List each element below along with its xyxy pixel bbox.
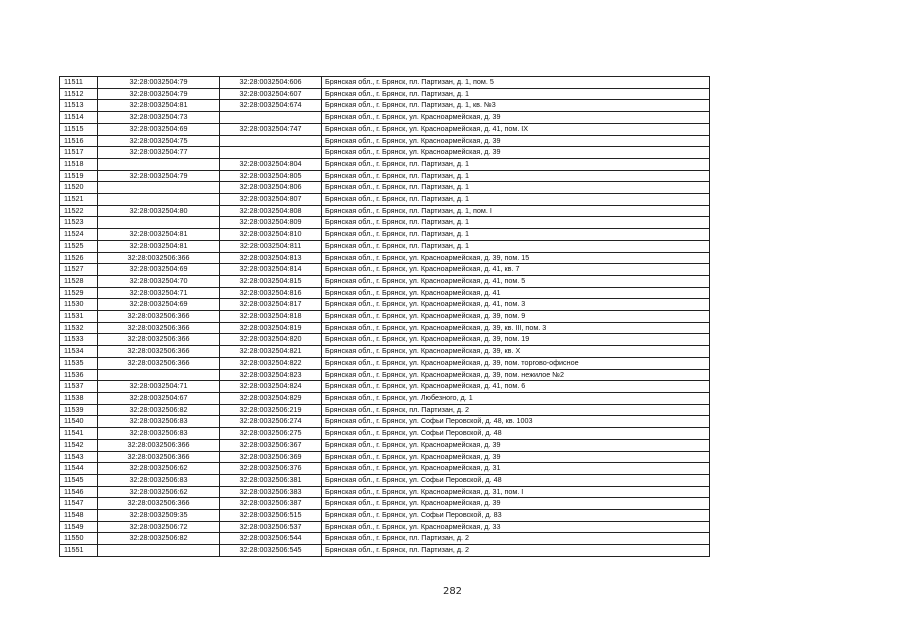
land-cadastral-number-cell: 32:28:0032506:366 [98,334,220,346]
row-number-cell: 11515 [60,123,98,135]
object-cadastral-number-cell: 32:28:0032504:813 [220,252,322,264]
address-cell: Брянская обл., г. Брянск, пл. Партизан, д. 1 [322,182,710,194]
table-row [60,275,710,287]
land-cadastral-number-cell: 32:28:0032506:366 [98,346,220,358]
table-row [60,240,710,252]
land-cadastral-number-cell: 32:28:0032504:81 [98,229,220,241]
row-number-cell: 11529 [60,287,98,299]
row-number-cell: 11539 [60,404,98,416]
land-cadastral-number-cell: 32:28:0032509:35 [98,510,220,522]
table-row [60,194,710,206]
object-cadastral-number-cell: 32:28:0032504:816 [220,287,322,299]
land-cadastral-number-cell: 32:28:0032504:69 [98,123,220,135]
address-cell: Брянская обл., г. Брянск, ул. Красноармейская, д. 31, пом. I [322,486,710,498]
land-cadastral-number-cell: 32:28:0032504:67 [98,392,220,404]
object-cadastral-number-cell: 32:28:0032504:806 [220,182,322,194]
address-cell: Брянская обл., г. Брянск, пл. Партизан, д. 1, пом. I [322,205,710,217]
address-cell: Брянская обл., г. Брянск, ул. Красноармейская, д. 41, кв. 7 [322,264,710,276]
address-cell: Брянская обл., г. Брянск, пл. Партизан, д. 1, пом. 5 [322,77,710,89]
row-number-cell: 11530 [60,299,98,311]
address-cell: Брянская обл., г. Брянск, ул. Красноармейская, д. 39 [322,135,710,147]
address-cell: Брянская обл., г. Брянск, ул. Софьи Перовской, д. 48, кв. 1003 [322,416,710,428]
address-cell: Брянская обл., г. Брянск, ул. Красноармейская, д. 39, пом. 19 [322,334,710,346]
table-row [60,264,710,276]
address-cell: Брянская обл., г. Брянск, ул. Красноармейская, д. 41, пом. 3 [322,299,710,311]
row-number-cell: 11546 [60,486,98,498]
object-cadastral-number-cell: 32:28:0032506:369 [220,451,322,463]
address-cell: Брянская обл., г. Брянск, пл. Партизан, д. 1 [322,194,710,206]
address-cell: Брянская обл., г. Брянск, ул. Красноармейская, д. 41, пом. 6 [322,381,710,393]
address-cell: Брянская обл., г. Брянск, ул. Красноармейская, д. 39, кв. III, пом. 3 [322,322,710,334]
land-cadastral-number-cell: 32:28:0032506:366 [98,252,220,264]
address-cell: Брянская обл., г. Брянск, пл. Партизан, д. 1 [322,170,710,182]
address-cell: Брянская обл., г. Брянск, ул. Софьи Перовской, д. 83 [322,510,710,522]
land-cadastral-number-cell: 32:28:0032506:83 [98,428,220,440]
registry-table [59,76,710,557]
table-row [60,147,710,159]
land-cadastral-number-cell: 32:28:0032506:62 [98,463,220,475]
table-row [60,439,710,451]
address-cell: Брянская обл., г. Брянск, пл. Партизан, д. 1 [322,158,710,170]
address-cell: Брянская обл., г. Брянск, ул. Красноармейская, д. 39 [322,498,710,510]
object-cadastral-number-cell: 32:28:0032504:818 [220,311,322,323]
page-number: 282 [442,586,463,597]
table-row [60,77,710,89]
address-cell: Брянская обл., г. Брянск, пл. Партизан, д. 2 [322,545,710,557]
land-cadastral-number-cell: 32:28:0032504:69 [98,299,220,311]
table-row [60,486,710,498]
address-cell: Брянская обл., г. Брянск, пл. Партизан, д. 1 [322,88,710,100]
table-row [60,287,710,299]
row-number-cell: 11528 [60,275,98,287]
address-cell: Брянская обл., г. Брянск, пл. Партизан, д. 2 [322,404,710,416]
land-cadastral-number-cell: 32:28:0032504:71 [98,287,220,299]
land-cadastral-number-cell: 32:28:0032506:82 [98,533,220,545]
row-number-cell: 11521 [60,194,98,206]
row-number-cell: 11537 [60,381,98,393]
row-number-cell: 11545 [60,474,98,486]
object-cadastral-number-cell: 32:28:0032506:376 [220,463,322,475]
address-cell: Брянская обл., г. Брянск, пл. Партизан, д. 2 [322,533,710,545]
object-cadastral-number-cell: 32:28:0032506:381 [220,474,322,486]
table-row [60,217,710,229]
object-cadastral-number-cell: 32:28:0032504:823 [220,369,322,381]
address-cell: Брянская обл., г. Брянск, ул. Красноармейская, д. 39 [322,112,710,124]
address-cell: Брянская обл., г. Брянск, ул. Красноармейская, д. 33 [322,521,710,533]
row-number-cell: 11522 [60,205,98,217]
land-cadastral-number-cell: 32:28:0032506:366 [98,322,220,334]
land-cadastral-number-cell: 32:28:0032506:366 [98,311,220,323]
row-number-cell: 11549 [60,521,98,533]
row-number-cell: 11547 [60,498,98,510]
address-cell: Брянская обл., г. Брянск, ул. Красноармейская, д. 39, пом. 15 [322,252,710,264]
land-cadastral-number-cell: 32:28:0032506:366 [98,439,220,451]
row-number-cell: 11534 [60,346,98,358]
row-number-cell: 11548 [60,510,98,522]
object-cadastral-number-cell: 32:28:0032504:811 [220,240,322,252]
table-row [60,229,710,241]
table-row [60,545,710,557]
land-cadastral-number-cell: 32:28:0032504:69 [98,264,220,276]
row-number-cell: 11514 [60,112,98,124]
row-number-cell: 11535 [60,357,98,369]
table-row [60,158,710,170]
table-row [60,170,710,182]
address-cell: Брянская обл., г. Брянск, ул. Красноармейская, д. 41, пом. IX [322,123,710,135]
row-number-cell: 11519 [60,170,98,182]
object-cadastral-number-cell: 32:28:0032504:822 [220,357,322,369]
table-row [60,428,710,440]
land-cadastral-number-cell [98,158,220,170]
table-row [60,369,710,381]
object-cadastral-number-cell: 32:28:0032504:820 [220,334,322,346]
object-cadastral-number-cell [220,147,322,159]
land-cadastral-number-cell: 32:28:0032506:366 [98,498,220,510]
table-row [60,112,710,124]
land-cadastral-number-cell: 32:28:0032506:366 [98,451,220,463]
land-cadastral-number-cell: 32:28:0032504:71 [98,381,220,393]
row-number-cell: 11517 [60,147,98,159]
object-cadastral-number-cell [220,135,322,147]
object-cadastral-number-cell: 32:28:0032506:383 [220,486,322,498]
address-cell: Брянская обл., г. Брянск, пл. Партизан, д. 1 [322,240,710,252]
table-row [60,521,710,533]
registry-table-body [60,77,710,557]
object-cadastral-number-cell: 32:28:0032504:821 [220,346,322,358]
land-cadastral-number-cell [98,369,220,381]
object-cadastral-number-cell [220,112,322,124]
object-cadastral-number-cell: 32:28:0032506:367 [220,439,322,451]
land-cadastral-number-cell [98,194,220,206]
row-number-cell: 11538 [60,392,98,404]
row-number-cell: 11550 [60,533,98,545]
row-number-cell: 11551 [60,545,98,557]
object-cadastral-number-cell: 32:28:0032506:275 [220,428,322,440]
address-cell: Брянская обл., г. Брянск, ул. Красноармейская, д. 39 [322,439,710,451]
object-cadastral-number-cell: 32:28:0032506:515 [220,510,322,522]
object-cadastral-number-cell: 32:28:0032504:606 [220,77,322,89]
land-cadastral-number-cell: 32:28:0032504:75 [98,135,220,147]
row-number-cell: 11543 [60,451,98,463]
table-row [60,404,710,416]
table-row [60,381,710,393]
land-cadastral-number-cell [98,182,220,194]
land-cadastral-number-cell: 32:28:0032504:73 [98,112,220,124]
object-cadastral-number-cell: 32:28:0032504:808 [220,205,322,217]
table-row [60,463,710,475]
land-cadastral-number-cell: 32:28:0032504:81 [98,240,220,252]
land-cadastral-number-cell: 32:28:0032506:62 [98,486,220,498]
table-row [60,123,710,135]
object-cadastral-number-cell: 32:28:0032506:387 [220,498,322,510]
land-cadastral-number-cell: 32:28:0032504:80 [98,205,220,217]
land-cadastral-number-cell: 32:28:0032506:83 [98,416,220,428]
table-row [60,311,710,323]
row-number-cell: 11527 [60,264,98,276]
address-cell: Брянская обл., г. Брянск, ул. Красноармейская, д. 39, кв. X [322,346,710,358]
land-cadastral-number-cell: 32:28:0032504:81 [98,100,220,112]
table-row [60,498,710,510]
row-number-cell: 11512 [60,88,98,100]
object-cadastral-number-cell: 32:28:0032504:809 [220,217,322,229]
land-cadastral-number-cell: 32:28:0032504:79 [98,170,220,182]
land-cadastral-number-cell: 32:28:0032506:366 [98,357,220,369]
table-row [60,135,710,147]
object-cadastral-number-cell: 32:28:0032504:819 [220,322,322,334]
address-cell: Брянская обл., г. Брянск, ул. Красноармейская, д. 39, пом. 9 [322,311,710,323]
table-row [60,100,710,112]
table-row [60,182,710,194]
land-cadastral-number-cell: 32:28:0032506:82 [98,404,220,416]
table-row [60,533,710,545]
object-cadastral-number-cell: 32:28:0032506:544 [220,533,322,545]
row-number-cell: 11536 [60,369,98,381]
address-cell: Брянская обл., г. Брянск, пл. Партизан, д. 1 [322,229,710,241]
address-cell: Брянская обл., г. Брянск, ул. Красноармейская, д. 41 [322,287,710,299]
address-cell: Брянская обл., г. Брянск, ул. Красноармейская, д. 39, пом. торгово-офисное [322,357,710,369]
table-row [60,322,710,334]
row-number-cell: 11526 [60,252,98,264]
row-number-cell: 11513 [60,100,98,112]
object-cadastral-number-cell: 32:28:0032504:810 [220,229,322,241]
table-row [60,392,710,404]
row-number-cell: 11540 [60,416,98,428]
land-cadastral-number-cell: 32:28:0032504:79 [98,77,220,89]
address-cell: Брянская обл., г. Брянск, ул. Красноармейская, д. 31 [322,463,710,475]
address-cell: Брянская обл., г. Брянск, ул. Софьи Перовской, д. 48 [322,428,710,440]
address-cell: Брянская обл., г. Брянск, ул. Красноармейская, д. 41, пом. 5 [322,275,710,287]
row-number-cell: 11532 [60,322,98,334]
address-cell: Брянская обл., г. Брянск, ул. Софьи Перовской, д. 48 [322,474,710,486]
object-cadastral-number-cell: 32:28:0032504:814 [220,264,322,276]
row-number-cell: 11544 [60,463,98,475]
table-row [60,205,710,217]
row-number-cell: 11523 [60,217,98,229]
object-cadastral-number-cell: 32:28:0032506:274 [220,416,322,428]
row-number-cell: 11542 [60,439,98,451]
address-cell: Брянская обл., г. Брянск, пл. Партизан, д. 1, кв. №3 [322,100,710,112]
table-row [60,416,710,428]
row-number-cell: 11518 [60,158,98,170]
table-row [60,299,710,311]
land-cadastral-number-cell: 32:28:0032504:79 [98,88,220,100]
row-number-cell: 11541 [60,428,98,440]
land-cadastral-number-cell [98,545,220,557]
row-number-cell: 11531 [60,311,98,323]
object-cadastral-number-cell: 32:28:0032504:804 [220,158,322,170]
row-number-cell: 11533 [60,334,98,346]
object-cadastral-number-cell: 32:28:0032504:674 [220,100,322,112]
address-cell: Брянская обл., г. Брянск, ул. Красноармейская, д. 39 [322,147,710,159]
land-cadastral-number-cell: 32:28:0032504:77 [98,147,220,159]
table-row [60,88,710,100]
object-cadastral-number-cell: 32:28:0032504:807 [220,194,322,206]
address-cell: Брянская обл., г. Брянск, ул. Красноармейская, д. 39, пом. нежилое №2 [322,369,710,381]
table-row [60,346,710,358]
object-cadastral-number-cell: 32:28:0032504:805 [220,170,322,182]
address-cell: Брянская обл., г. Брянск, ул. Красноармейская, д. 39 [322,451,710,463]
table-row [60,252,710,264]
object-cadastral-number-cell: 32:28:0032506:219 [220,404,322,416]
row-number-cell: 11524 [60,229,98,241]
object-cadastral-number-cell: 32:28:0032506:545 [220,545,322,557]
land-cadastral-number-cell: 32:28:0032506:83 [98,474,220,486]
object-cadastral-number-cell: 32:28:0032504:824 [220,381,322,393]
table-row [60,357,710,369]
row-number-cell: 11511 [60,77,98,89]
row-number-cell: 11525 [60,240,98,252]
object-cadastral-number-cell: 32:28:0032504:815 [220,275,322,287]
table-row [60,510,710,522]
table-row [60,474,710,486]
address-cell: Брянская обл., г. Брянск, ул. Любезного, д. 1 [322,392,710,404]
address-cell: Брянская обл., г. Брянск, пл. Партизан, д. 1 [322,217,710,229]
object-cadastral-number-cell: 32:28:0032504:817 [220,299,322,311]
object-cadastral-number-cell: 32:28:0032504:747 [220,123,322,135]
row-number-cell: 11516 [60,135,98,147]
object-cadastral-number-cell: 32:28:0032504:829 [220,392,322,404]
land-cadastral-number-cell: 32:28:0032504:70 [98,275,220,287]
table-row [60,451,710,463]
object-cadastral-number-cell: 32:28:0032506:537 [220,521,322,533]
land-cadastral-number-cell: 32:28:0032506:72 [98,521,220,533]
land-cadastral-number-cell [98,217,220,229]
table-row [60,334,710,346]
row-number-cell: 11520 [60,182,98,194]
object-cadastral-number-cell: 32:28:0032504:607 [220,88,322,100]
